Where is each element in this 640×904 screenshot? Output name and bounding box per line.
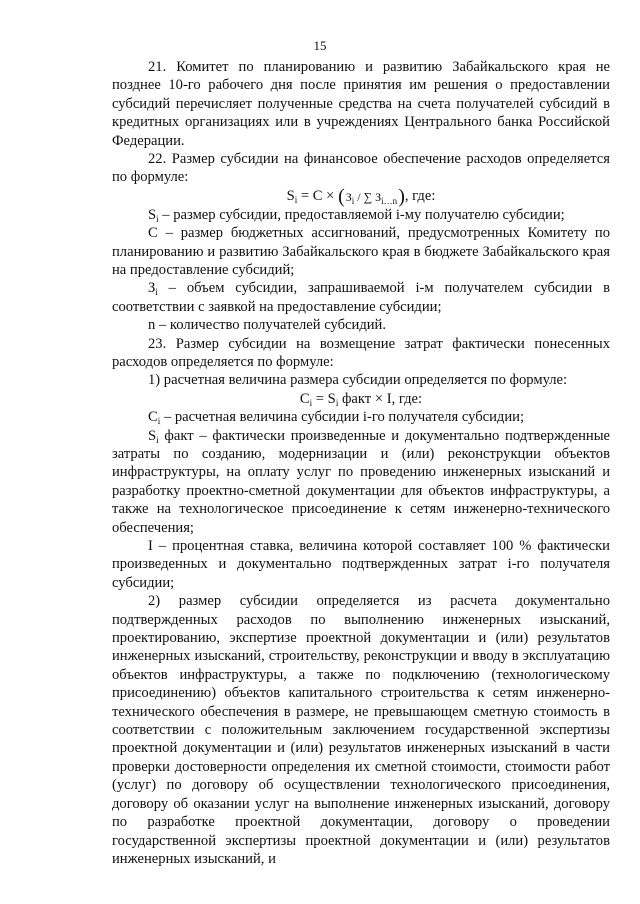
formula-sum-sep: / ∑: [354, 189, 376, 204]
definition-c: С – размер бюджетных ассигнований, предусмотренных Комитету по планированию и развитию Забайкальского края в бюджете Забайкальского края на предоставление субсидий;: [112, 225, 610, 278]
formula2-lhs-sub: i: [309, 397, 313, 408]
paragraph-22: 22. Размер субсидии на финансовое обеспечение расходов определяется по формуле:: [112, 151, 610, 186]
definition-i: I – процентная ставка, величина которой составляет 100 % фактически произведенных и документально подтвержденных затрат i-го получателя субсидии;: [112, 538, 610, 591]
formula-fraction: [345, 189, 398, 206]
paragraph-23-2: 2) размер субсидии определяется из расчета документально подтвержденных расходов по выполнению инженерных изысканий, проектированию, экспертизе проектной документации и (или) результатов инженерных изысканий, строительству, реконструкции и вводу в эксплуатацию объектов инфраструктуры, а также по подключению (технологическому присоединению) объектов капитального строительства к сетям инженерно-технического обеспечения в размере, не превышающем сметную стоимость в соответствии с положительным заключением государственной экспертизы проектной документации и (или) результатов инженерных изысканий в части проверки достоверности определения их сметной стоимости, стоимости работ (услуг) по договору об осуществлении технологического присоединения, договору об оказании услуг на выполнение инженерных изысканий, договору по разработке проектной документации, договору о проведении государственной экспертизы проектной документации и (или) результатов инженерных изысканий, и: [112, 593, 610, 867]
symbol-s: S: [148, 427, 157, 444]
formula-eq: = C ×: [297, 187, 339, 204]
formula-lhs-sub: i: [294, 194, 298, 205]
paragraph-23: 23. Размер субсидии на возмещение затрат фактически понесенных расходов определяется по формуле:: [112, 335, 610, 370]
paragraph-23-1: 1) расчетная величина размера субсидии определяется по формуле:: [148, 372, 568, 389]
formula2-lhs: C: [299, 390, 310, 407]
symbol-z: З: [148, 280, 156, 297]
definition-n: n – количество получателей субсидий.: [148, 317, 387, 334]
symbol-s: S: [148, 206, 157, 223]
formula-denominator-sub: i…n: [381, 195, 398, 206]
formula2-tail: факт × I, где:: [338, 390, 423, 407]
formula-paren-close: ): [398, 185, 405, 208]
symbol-sub: i: [155, 287, 158, 298]
formula-numerator: З: [345, 189, 352, 204]
definition-text: – расчетная величина субсидии i-го получателя субсидии;: [160, 409, 525, 426]
formula-tail: , где:: [404, 187, 436, 204]
document-body: [112, 58, 610, 868]
symbol-sub: i: [156, 434, 159, 445]
definition-ci: [112, 408, 610, 426]
symbol-sub: i: [157, 416, 161, 427]
page-number: 15: [313, 38, 327, 53]
formula-estimated-subsidy: [112, 390, 610, 408]
symbol-c: C: [148, 409, 158, 426]
formula-denominator: З: [375, 189, 382, 204]
definition-text: – размер субсидии, предоставляемой i-му получателю субсидии;: [158, 206, 565, 223]
symbol-sub: i: [156, 213, 159, 224]
definition-text: факт – фактически произведенные и документально подтвержденные затраты по созданию, модернизации и (или) реконструкции объектов инфраструктуры, на оплату услуг по проведению инженерных изысканий и разработку проектно-сметной документации для объектов инфраструктуры, а также на технологическое присоединение к сетям инженерно-технического обеспечения;: [112, 427, 610, 536]
formula-subsidy-size: [112, 187, 610, 206]
definition-zi: [112, 279, 610, 316]
formula-numerator-sub: i: [351, 195, 355, 206]
formula-paren-open: (: [338, 185, 345, 208]
formula-lhs: S: [286, 187, 295, 204]
formula2-mid: = S: [312, 390, 336, 407]
definition-text: – объем субсидии, запрашиваемой i-м получателем субсидии в соответствии с заявкой на предоставление субсидии;: [112, 280, 610, 315]
formula2-mid-sub: i: [335, 397, 339, 408]
definition-si: [112, 206, 610, 224]
paragraph-21: 21. Комитет по планированию и развитию Забайкальского края не позднее 10-го рабочего дня после принятия им решения о предоставлении субсидий перечисляет полученные средства на счета получателей субсидий в кредитных организациях или в учреждениях Центрального банка Российской Федерации.: [112, 59, 610, 149]
definition-si-fact: [112, 427, 610, 537]
